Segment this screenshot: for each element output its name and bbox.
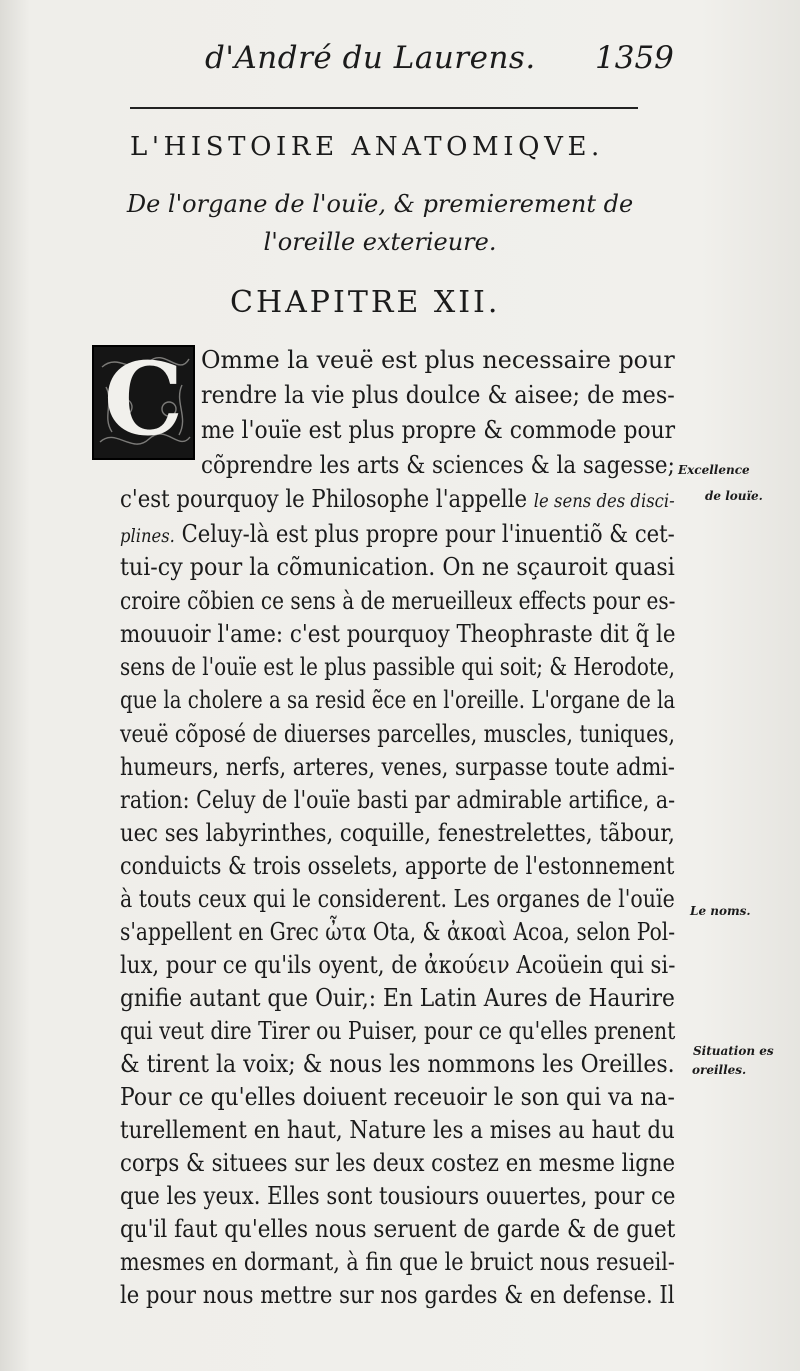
body-line-4: cõprendre les arts & sciences & la sagesse; [201,450,675,479]
body-line-3: me l'ouïe est plus propre & commode pour [201,415,676,444]
chapter-subtitle-line-1: De l'organe de l'ouïe, & premierement de [126,190,634,218]
drop-cap-letter: C [103,345,184,458]
margin-note-situation-1: Situation es [693,1044,774,1058]
ornamental-drop-cap [92,345,195,460]
body-line-6-italic: plines. [120,525,175,547]
header-rule [130,107,638,109]
body-line-27: qu'il faut qu'elles nous seruent de garde & de guet [120,1214,676,1243]
body-line-22: & tirent la voix; & nous les nommons les Oreilles. [120,1049,675,1078]
margin-note-excellence-2: de louïe. [705,489,763,503]
margin-note-situation-2: oreilles. [692,1063,747,1077]
body-line-29: le pour nous mettre sur nos gardes & en defense. Il [120,1280,675,1309]
body-line-8: croire cõbien ce sens à de merueilleux effects pour es- [120,586,676,615]
body-line-10: sens de l'ouïe est le plus passible qui soit; & Herodote, [120,652,675,681]
body-line-7: tui-cy pour la cõmunication. On ne sçauroit quasi [120,552,675,581]
body-line-24: turellement en haut, Nature les a mises au haut du [120,1115,675,1144]
running-head: L'HISTOIRE ANATOMIQVE. [130,132,604,162]
body-line-28: mesmes en dormant, à fin que le bruict nous resueil- [120,1247,675,1276]
body-line-26: que les yeux. Elles sont tousiours ouuertes, pour ce [120,1181,676,1210]
body-line-13: humeurs, nerfs, arteres, venes, surpasse toute admi- [120,752,675,781]
body-line-18: s'appellent en Grec ὦτα Ota, & ἀκοαὶ Acoa, selon Pol- [120,917,676,946]
body-line-1: Omme la veuë est plus necessaire pour [201,345,675,374]
chapter-subtitle-line-2: l'oreille exterieure. [263,228,497,256]
page-number: 1359 [595,40,674,76]
body-line-6-text: Celuy-là est plus propre pour l'inuentiõ & cet- [174,519,675,548]
body-line-11: que la cholere a sa resid ẽce en l'oreille. L'organe de la [120,685,676,714]
body-line-6 [120,519,675,551]
header-title: d'André du Laurens. [205,40,536,76]
body-line-21: qui veut dire Tirer ou Puiser, pour ce qu'elles prenent [120,1016,676,1045]
body-line-5-text: c'est pourquoy le Philosophe l'appelle [120,484,534,513]
body-line-5 [120,484,675,516]
body-line-23: Pour ce qu'elles doiuent receuoir le son qui va na- [120,1082,675,1111]
margin-note-noms: Le noms. [690,904,751,918]
body-line-2: rendre la vie plus doulce & aisee; de mes- [201,380,675,409]
body-line-5-italic: le sens des disci- [533,490,675,512]
body-line-25: corps & situees sur les deux costez en mesme ligne [120,1148,676,1177]
body-line-9: mouuoir l'ame: c'est pourquoy Theophraste dit q̃ le [120,619,676,648]
body-line-19: lux, pour ce qu'ils oyent, de ἀκούειν Acoüein qui si- [120,950,676,979]
body-line-16: conduicts & trois osselets, apporte de l'estonnement [120,851,675,880]
body-line-17: à touts ceux qui le considerent. Les organes de l'ouïe [120,884,675,913]
body-line-12: veuë cõposé de diuerses parcelles, muscles, tuniques, [120,719,675,748]
margin-note-excellence-1: Excellence [678,463,750,477]
chapter-heading: CHAPITRE XII. [230,285,501,320]
body-line-14: ration: Celuy de l'ouïe basti par admirable artifice, a- [120,785,676,814]
body-line-15: uec ses labyrinthes, coquille, fenestrelettes, tãbour, [120,818,675,847]
body-line-20: gnifie autant que Ouir,: En Latin Aures de Haurire [120,983,675,1012]
